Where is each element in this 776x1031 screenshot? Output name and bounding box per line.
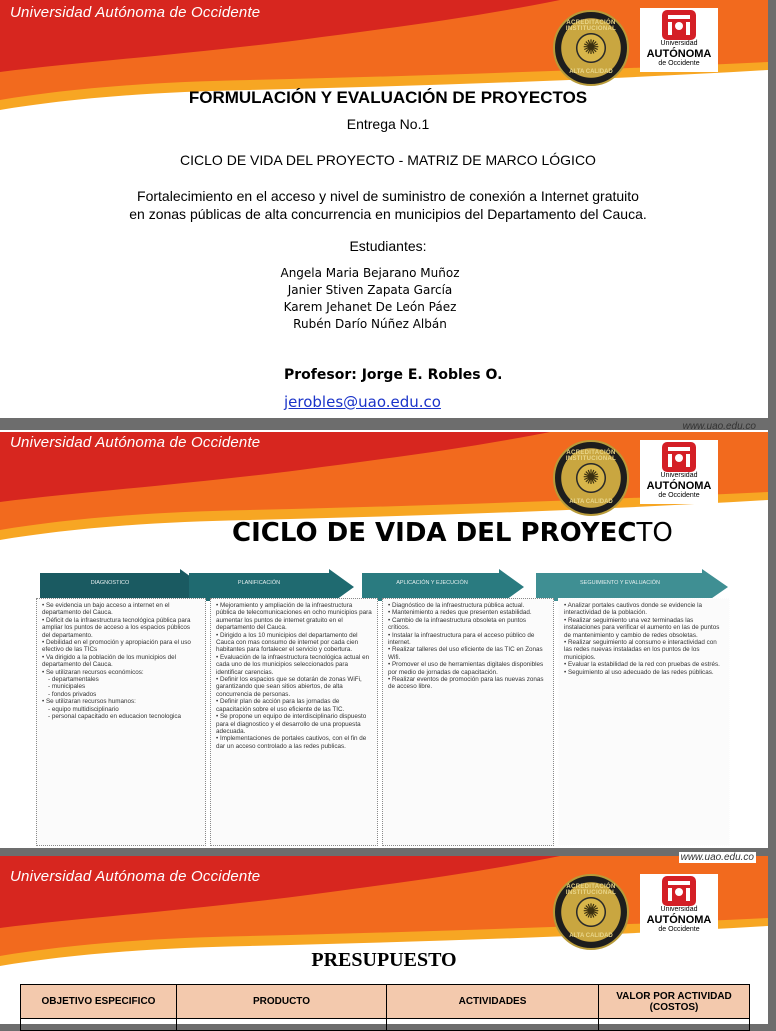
website-url: www.uao.edu.co xyxy=(682,421,756,432)
list-item: • Evaluación de la infraestructura tecnológica actual en cada uno de los municipios seleccionados para identificar carencias. xyxy=(216,654,372,676)
project-description-line-1: Fortalecimiento en el acceso y nivel de suministro de conexión a Internet gratuito xyxy=(137,188,639,204)
university-name: Universidad Autónoma de Occidente xyxy=(10,434,261,451)
list-item: • Debilidad en el promoción y apropiación para el uso efectivo de las TICs xyxy=(42,639,200,654)
list-item: • Mejoramiento y ampliación de la infraestructura pública de telecomunicaciones en ocho municipios para aumentar los puntos de internet gratuito en el departamento del Cauca. xyxy=(216,602,372,632)
presentation-subtitle: CICLO DE VIDA DEL PROYECTO - MATRIZ DE MARCO LÓGICO xyxy=(180,152,596,168)
table-header-row xyxy=(21,985,750,1019)
project-description-line-2: en zonas públicas de alta concurrencia en municipios del Departamento del Cauca. xyxy=(129,206,647,222)
list-item: • Promover el uso de herramientas digitales disponibles por medio de jornadas de capacitación. xyxy=(388,661,548,676)
table-row xyxy=(21,1019,750,1031)
website-url: www.uao.edu.co xyxy=(680,852,754,863)
list-item: • Evaluar la estabilidad de la red con pruebas de estrés. xyxy=(564,661,724,668)
list-item: - departamentales xyxy=(42,676,200,683)
list-item: • Se utilizaran recursos económicos: xyxy=(42,669,200,676)
phase-arrow-seguimiento: SEGUIMIENTO Y EVALUACIÓN xyxy=(536,569,728,605)
column-header: VALOR POR ACTIVIDAD (COSTOS) xyxy=(599,985,750,1019)
uao-logo-icon xyxy=(662,442,696,472)
phase-arrow-aplicacion: APLICACIÓN Y EJECUCIÓN xyxy=(362,569,524,605)
list-item: • Analizar portales cautivos donde se evidencie la interactividad de la población. xyxy=(564,602,724,617)
list-item: • Cambio de la infraestructura obsoleta en puntos críticos. xyxy=(388,617,548,632)
list-item: • Se evidencia un bajo acceso a internet en el departamento del Cauca. xyxy=(42,602,200,617)
slide-lifecycle xyxy=(0,421,768,848)
phase-column-planificacion xyxy=(210,598,378,846)
column-header: PRODUCTO xyxy=(177,985,387,1019)
professor-name: Profesor: Jorge E. Robles O. xyxy=(284,367,503,383)
budget-title: PRESUPUESTO xyxy=(311,949,457,971)
list-item: • Realizar seguimiento al consumo e interactividad con las redes nuevas instaladas en los puntos de los municipios. xyxy=(564,639,724,661)
list-item: • Mantenimiento a redes que presenten estabilidad. xyxy=(388,609,548,616)
list-item: • Realizar talleres del uso eficiente de las TIC en Zonas Wifi. xyxy=(388,646,548,661)
list-item: • Déficit de la infraestructura tecnológica pública para ampliar los puntos de acceso a los espacios públicos del departamento. xyxy=(42,617,200,639)
list-item: - fondos privados xyxy=(42,691,200,698)
accreditation-seal-icon: ACREDITACIÓN INSTITUCIONAL ✺ ALTA CALIDAD xyxy=(553,10,629,86)
list-item: • Va dirigido a la población de los municipios del departamento del Cauca. xyxy=(42,654,200,669)
list-item: • Instalar la infraestructura para el acceso público de internet. xyxy=(388,632,548,647)
course-title: FORMULACIÓN Y EVALUACIÓN DE PROYECTOS xyxy=(188,88,588,107)
slide-budget xyxy=(0,856,768,1024)
accreditation-seal-icon: ACREDITACIÓN INSTITUCIONAL ✺ ALTA CALIDAD xyxy=(553,874,629,950)
university-name: Universidad Autónoma de Occidente xyxy=(10,868,261,885)
university-logo: Universidad AUTÓNOMA de Occidente xyxy=(640,8,718,72)
phase-column-aplicacion xyxy=(382,598,554,846)
university-logo: Universidad AUTÓNOMA de Occidente xyxy=(640,874,718,938)
list-item: • Realizar seguimiento una vez terminadas las instalaciones para verificar el aumento en las de puntos de mantenimiento y cambio de redes obsoletas. xyxy=(564,617,724,639)
list-item: - equipo multidisciplinario xyxy=(42,706,200,713)
phase-arrow-planificacion: PLANIFICACIÓN xyxy=(189,569,354,605)
list-item: • Seguimiento al uso adecuado de las redes públicas. xyxy=(564,669,724,676)
list-item: • Diagnóstico de la infraestructura pública actual. xyxy=(388,602,548,609)
delivery-number: Entrega No.1 xyxy=(346,116,430,132)
student-name: Angela Maria Bejarano Muñoz xyxy=(280,266,460,280)
budget-table xyxy=(20,984,750,1031)
student-name: Janier Stiven Zapata García xyxy=(287,283,453,297)
list-item: • Definir plan de acción para las jornadas de capacitación sobre el uso eficiente de las TIC. xyxy=(216,698,372,713)
list-item: • Dirigido a los 10 municipios del departamento del Cauca con mas consumo de internet por cada cien habitantes para fortalecer el servicio y cobertura. xyxy=(216,632,372,654)
list-item: • Realizar eventos de promoción para las nuevas zonas de acceso libre. xyxy=(388,676,548,691)
uao-logo-icon xyxy=(662,876,696,906)
list-item: • Implementaciones de portales cautivos, con el fin de dar un acceso controlado a las redes publicas. xyxy=(216,735,372,750)
accreditation-seal-icon: ACREDITACIÓN INSTITUCIONAL ✺ ALTA CALIDAD xyxy=(553,440,629,516)
lifecycle-title: CICLO DE VIDA DEL PROYECTO xyxy=(232,518,673,548)
students-label: Estudiantes: xyxy=(349,238,427,254)
phase-column-seguimiento xyxy=(558,598,730,846)
list-item: - personal capacitado en educacion tecnologica xyxy=(42,713,200,720)
slide-title xyxy=(0,0,768,418)
professor-email-link[interactable]: jerobles@uao.edu.co xyxy=(284,393,441,411)
list-item: - municipales xyxy=(42,683,200,690)
university-name: Universidad Autónoma de Occidente xyxy=(10,4,261,21)
column-header: OBJETIVO ESPECIFICO xyxy=(21,985,177,1019)
student-name: Rubén Darío Núñez Albán xyxy=(293,317,447,331)
list-item: • Definir los espacios que se dotarán de zonas WiFi, garantizando que sean sitios abiertos, de alta concurrencia de personas. xyxy=(216,676,372,698)
list-item: • Se utilizaran recursos humanos: xyxy=(42,698,200,705)
student-name: Karem Jehanet De León Páez xyxy=(283,300,457,314)
column-header: ACTIVIDADES xyxy=(387,985,599,1019)
university-logo: Universidad AUTÓNOMA de Occidente xyxy=(640,440,718,504)
phase-arrow-diagnostico: DIAGNOSTICO xyxy=(40,569,205,605)
list-item: • Se propone un equipo de interdisciplinario dispuesto para el diagnostico y el desarrollo de una propuesta adecuada. xyxy=(216,713,372,735)
uao-logo-icon xyxy=(662,10,696,40)
phase-column-diagnostico xyxy=(36,598,206,846)
